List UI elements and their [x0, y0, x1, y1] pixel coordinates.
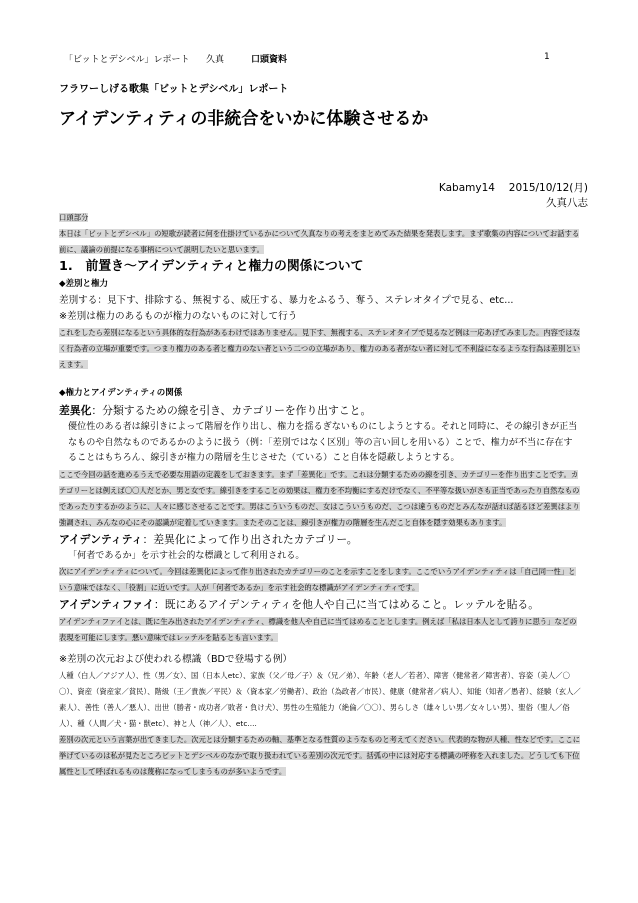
- dimension-list: 人種（白人／アジア人）、性（男／女）、国（日本人etc）、家族（父／母／子）＆（兄／弟）、年齢（老人／若者）、障害（健常者／障害者）、容姿（美人／〇〇）、資産（資産家／貧民）、階級（王／貴族／平民）＆（資本家／労働者）、政治（為政者／市民）、健康（健常者／病人）、知能（知者／愚者）、経験（玄人／素人）、善性（善人／悪人）、出世（勝者・成功者／敗者・負け犬）、男性の生殖能力（絶倫／〇〇）、男らしさ（雄々しい男／女々しい男）、聖俗（聖人／俗人）、種（人間／犬・猫・獣etc）、神と人（神／人）、etc....: [59, 671, 581, 728]
- header-doc-title: 「ビットとデシベル」レポート: [64, 55, 190, 65]
- identity-definition: アイデンティティ：差異化によって作り出されたカテゴリー。: [59, 532, 358, 546]
- discrimination-definition: 差別する：見下す、排除する、無視する、威圧する、暴力をふるう、奪う、ステレオタイプで見る、etc...: [59, 295, 514, 306]
- section-1-heading: 1. 前置き～アイデンティティと権力の関係について: [59, 259, 364, 274]
- dimension-heading: ※差別の次元および使われる標識（BDで登場する例）: [59, 654, 293, 665]
- identify-definition: アイデンティファイ：既にあるアイデンティティを他人や自己に当てはめること。レッテルを貼る。: [59, 598, 540, 611]
- differentiation-detail: 優位性のある者は線引きによって階層を作り出し、権力を揺るぎないものにしようとする。それと同時に、その線引きが正当なものや自然なものであるかのように扱う（例：「差別ではなく区別」等の言い回しを用いる）ことで、権力が不当に存在することはもちろん、線引きが権力の階層を生じさせた（ている）こと自体を隠蔽しようとする。: [68, 422, 578, 463]
- document-subtitle: フラワーしげる歌集「ビットとデシベル」レポート: [59, 84, 289, 95]
- oral-intro: 本日は「ビットとデシベル」の短歌が読者に何を仕掛けているかについて久真なりの考えをまとめてみた結果を発表します。まず歌集の内容についてお話する前に、議論の前提になる事柄について説明したいと思います。: [59, 229, 580, 254]
- header-doc-type: 口頭資料: [251, 55, 288, 65]
- author-date-line: Kabamy14 2015/10/12(月): [438, 182, 588, 194]
- differentiation-definition: 差異化：分類するための線を引き、カテゴリーを作り出すこと。: [59, 404, 372, 417]
- identity-detail: 「何者であるか」を示す社会的な標識として利用される。: [68, 550, 305, 561]
- dimension-oral: 差別の次元という言葉が出てきました。次元とは分類するための軸、基準となる性質のようなものと考えてください。代表的な物が人種、性などです。ここに挙げているのは私が見たところビットとデシベルのなかで取り扱われている差別の次元です。括弧の中には対応する標識の呼称を入れました。どうしても下位属性として呼ばれるものは蔑称になってしまうものが多いようです。: [59, 735, 581, 776]
- identify-oral: アイデンティファイとは、既に生み出されたアイデンティティ、標識を他人や自己に当てはめることとします。例えば「私は日本人として誇りに思う」などの表現を可能にします。悪い意味ではレッテルを貼るとも言います。: [59, 617, 577, 642]
- author-name: 久真八志: [546, 197, 588, 209]
- differentiation-oral: ここで今回の話を進めるうえで必要な用語の定義をしておきます。まず「差異化」です。これは分類するための線を引き、カテゴリーを作り出すことです。カテゴリーとは例えば〇〇人だとか、男と女です。線引きをすることの効果は、権力を不均衡にするだけでなく、不平等な扱いがさも正当であったり自然なものであったりするかのように、人々に感じさせることです。男はこういうものだ、女はこういうものだ、こつは違うものだとみんなが話れば話るほど差異はより強調され、みんなの心にその認識が定着していきます。またそのことは、線引きが権力の階層を生んだこと自体を隠す効果もあります。: [59, 469, 580, 527]
- document-title: アイデンティティの非統合をいかに体験させるか: [59, 109, 429, 129]
- identity-oral: 次にアイデンティティについて。今回は差異化によって作り出されたカテゴリーのことを示すことをします。ここでいうアイデンティティは「自己同一性」という意味ではなく、「役割」に近いです。人が「何者であるか」を示す社会的な標識がアイデンティティです。: [59, 567, 576, 592]
- main-content: [59, 210, 581, 780]
- subsection-power-identity-heading: ◆権力とアイデンティティの関係: [59, 388, 183, 398]
- page-number: 1: [544, 52, 550, 62]
- oral-label: 口頭部分: [59, 213, 89, 222]
- discrimination-note: ※差別は権力のあるものが権力のないものに対して行う: [59, 311, 298, 322]
- header-author: 久真: [206, 55, 225, 65]
- discrimination-oral: これをしたら差別になるという具体的な行為があるわけではありません。見下す、無視する、ステレオタイプで見るなど例は一応あげてみました。内容ではなく行為者の立場が重要です。つまり権力のある者と権力のない者という二つの立場があり、権力のある者がない者に対して不利益になるような行為は差別といえます。: [59, 328, 581, 369]
- subsection-discrimination-heading: ◆差別と権力: [59, 279, 109, 289]
